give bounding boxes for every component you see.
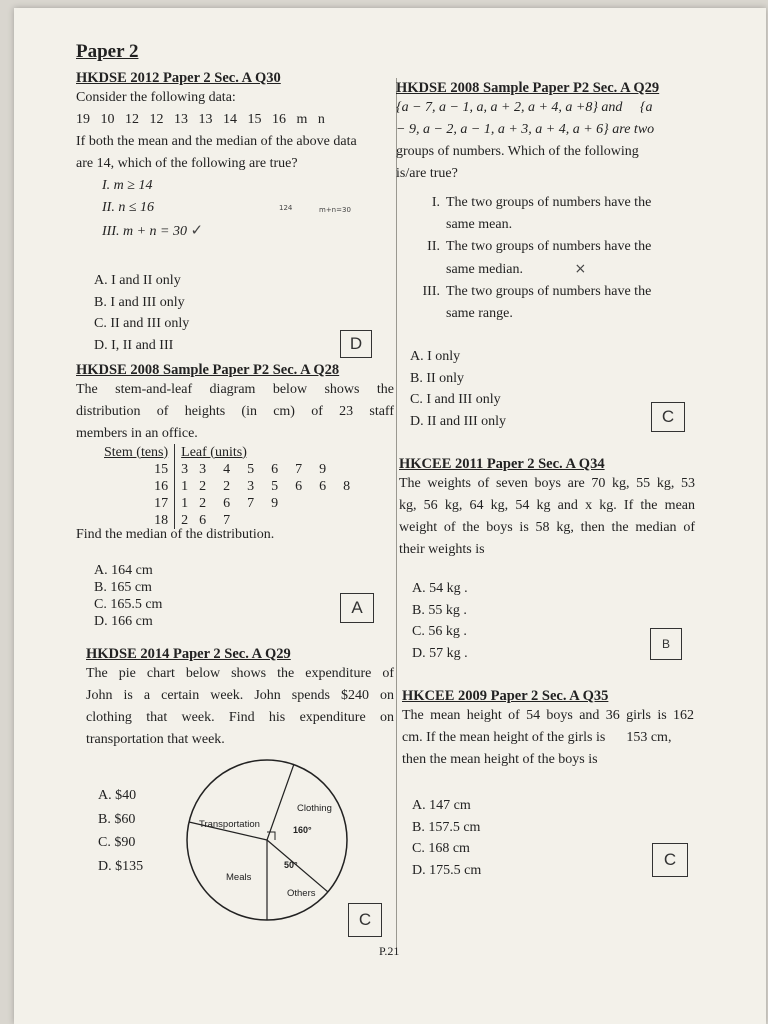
stem-row (98, 461, 373, 478)
statement-1 (412, 192, 692, 236)
statement-2 (412, 236, 692, 281)
leaf: 6 (295, 478, 303, 494)
question-text: cm. If the mean height of the girls is 153 cm, (402, 730, 672, 745)
question-text: kg, 56 kg, 64 kg, 54 kg and x kg. If the mean (399, 498, 695, 513)
option-b: B. 165 cm (94, 580, 152, 595)
statement-3 (412, 281, 692, 325)
leaf: 5 (247, 461, 255, 477)
question-text: The pie chart below shows the expenditure of (86, 666, 394, 681)
handwritten-note: 124 (279, 204, 293, 212)
option-a: A. 164 cm (94, 563, 153, 578)
leaf: 1 (181, 495, 189, 511)
stem-value: 18 (98, 512, 175, 529)
question-text: Find the median of the distribution. (76, 527, 275, 542)
statement-num: III. (422, 284, 440, 299)
handwritten-note: m+n=30 (319, 206, 351, 214)
statement-text: The two groups of numbers have the (446, 284, 652, 299)
question-text: The stem-and-leaf diagram below shows the (76, 382, 394, 397)
leaf: 2 (199, 495, 207, 511)
statement-text: same mean. (446, 217, 513, 232)
leaf: 3 (199, 461, 207, 477)
question-text: are 14, which of the following are true? (76, 156, 298, 171)
option-c: C. 165.5 cm (94, 597, 163, 612)
pie-angle-50: 50° (284, 860, 298, 870)
pie-label-transportation: Transportation (199, 819, 260, 830)
cross-mark: × (574, 261, 587, 277)
option-c: C. $90 (98, 835, 136, 850)
option-b: B. I and III only (94, 294, 185, 310)
exam-page (14, 8, 766, 1024)
statement-3 (102, 219, 394, 243)
question-hkdse-2008-q28 (76, 362, 394, 445)
options-list (98, 784, 143, 878)
options-list (412, 795, 481, 881)
question-hkcee-2011-q34 (399, 456, 695, 561)
option-a: A. 54 kg . (412, 581, 468, 596)
option-b: B. II only (410, 370, 465, 386)
stem-header: Stem (tens) (98, 444, 175, 461)
option-a: A. $40 (98, 788, 137, 803)
question-text: The weights of seven boys are 70 kg, 55 kg, 53 (399, 476, 695, 491)
leaf-header: Leaf (units) (181, 444, 247, 460)
stem-value: 16 (98, 478, 175, 495)
question-header: HKCEE 2009 Paper 2 Sec. A Q35 (402, 688, 609, 704)
stem-leaf-diagram (98, 444, 373, 529)
option-d: D. I, II and III (94, 337, 174, 353)
statements-list (412, 192, 692, 325)
option-b: B. 157.5 cm (412, 819, 481, 835)
question-text: Consider the following data: (76, 90, 236, 105)
options-list (94, 562, 162, 630)
statement-1: I. m ≥ 14 (102, 178, 153, 193)
question-text: their weights is (399, 542, 485, 557)
pie-label-meals: Meals (226, 872, 252, 883)
question-text: weight of the boys is 58 kg, then the median of (399, 520, 695, 535)
question-text: then the mean height of the boys is (402, 752, 598, 767)
question-header: HKCEE 2011 Paper 2 Sec. A Q34 (399, 456, 605, 472)
option-d: D. 175.5 cm (412, 862, 482, 878)
leaf: 6 (223, 495, 231, 511)
leaf: 4 (223, 461, 231, 477)
stem-row (98, 478, 373, 495)
question-text: transportation that week. (86, 732, 225, 747)
question-text: is/are true? (396, 166, 458, 181)
option-b: B. $60 (98, 811, 136, 827)
leaf: 5 (271, 478, 279, 494)
option-c: C. II and III only (94, 316, 190, 331)
question-text: distribution of heights (in cm) of 23 staff (76, 404, 394, 419)
stem-row (98, 495, 373, 512)
stem-value: 15 (98, 461, 175, 478)
question-text: {a − 7, a − 1, a, a + 2, a + 4, a +8} and {a (396, 100, 653, 115)
option-a: A. I and II only (94, 273, 181, 288)
page-title: Paper 2 (76, 41, 139, 62)
leaf: 2 (181, 512, 189, 528)
question-text: If both the mean and the median of the above data (76, 134, 357, 149)
pie-chart (174, 758, 354, 928)
option-d: D. II and III only (410, 413, 507, 429)
pie-label-others: Others (287, 888, 316, 899)
statement-num: II. (427, 239, 440, 254)
question-hkdse-2014-q29 (86, 646, 394, 751)
answer-box: D (340, 330, 372, 358)
question-text: clothing that week. Find his expenditure on (86, 710, 394, 725)
options-list (94, 270, 189, 356)
answer-box: C (348, 903, 382, 937)
option-a: A. I only (410, 349, 461, 364)
options-list (410, 346, 506, 432)
answer-box: C (652, 843, 688, 877)
statement-text: The two groups of numbers have the (446, 239, 652, 254)
leaf: 3 (181, 461, 189, 477)
statement-text: same median. (446, 262, 523, 277)
leaf: 7 (247, 495, 255, 511)
leaf: 9 (319, 461, 327, 477)
statement-text: The two groups of numbers have the (446, 195, 652, 210)
question-header: HKDSE 2008 Sample Paper P2 Sec. A Q29 (396, 80, 660, 96)
statement-2: II. n ≤ 16 (102, 200, 155, 215)
options-list (412, 578, 468, 664)
option-a: A. 147 cm (412, 798, 471, 813)
leaf: 1 (181, 478, 189, 494)
statement-text: same range. (446, 306, 513, 321)
leaf: 7 (223, 512, 231, 528)
question-text: The mean height of 54 boys and 36 girls is 162 (402, 708, 694, 723)
question-hkdse-2012-q30 (76, 70, 394, 243)
option-c: C. 168 cm (412, 841, 470, 856)
question-hkcee-2009-q35 (402, 688, 694, 771)
leaf: 9 (271, 495, 279, 511)
question-text: groups of numbers. Which of the following (396, 144, 639, 159)
question-text: − 9, a − 2, a − 1, a + 3, a + 4, a + 6} are two (396, 122, 655, 137)
data-values: 19 10 12 12 13 13 14 15 16 m n (76, 112, 325, 127)
pie-label-clothing: Clothing (297, 803, 332, 814)
column-divider (396, 78, 397, 948)
option-c: C. 56 kg . (412, 624, 467, 639)
statement-num: I. (431, 195, 440, 210)
leaf: 2 (223, 478, 231, 494)
option-d: D. 166 cm (94, 614, 153, 629)
option-d: D. 57 kg . (412, 645, 468, 661)
question-text: John is a certain week. John spends $240 on (86, 688, 394, 703)
leaf: 6 (271, 461, 279, 477)
question-header: HKDSE 2012 Paper 2 Sec. A Q30 (76, 70, 281, 86)
question-hkdse-2008-q29 (396, 80, 692, 185)
pie-angle-160: 160° (293, 825, 312, 835)
leaf: 8 (343, 478, 351, 494)
answer-box: C (651, 402, 685, 432)
pie-divider-top (267, 764, 294, 840)
leaf: 3 (247, 478, 255, 494)
question-header: HKDSE 2008 Sample Paper P2 Sec. A Q28 (76, 362, 340, 378)
page-number: P.21 (379, 944, 400, 958)
question-header: HKDSE 2014 Paper 2 Sec. A Q29 (86, 646, 291, 662)
stem-value: 17 (98, 495, 175, 512)
answer-box: A (340, 593, 374, 623)
leaf: 7 (295, 461, 303, 477)
option-b: B. 55 kg . (412, 602, 467, 618)
question-text: members in an office. (76, 426, 198, 441)
statement-3-text: III. m + n = 30 (102, 224, 187, 239)
leaf: 6 (319, 478, 327, 494)
leaf: 2 (199, 478, 207, 494)
option-d: D. $135 (98, 858, 144, 874)
option-c: C. I and III only (410, 392, 501, 407)
answer-box: B (650, 628, 682, 660)
check-mark: ✓ (190, 221, 204, 239)
leaf: 6 (199, 512, 207, 528)
